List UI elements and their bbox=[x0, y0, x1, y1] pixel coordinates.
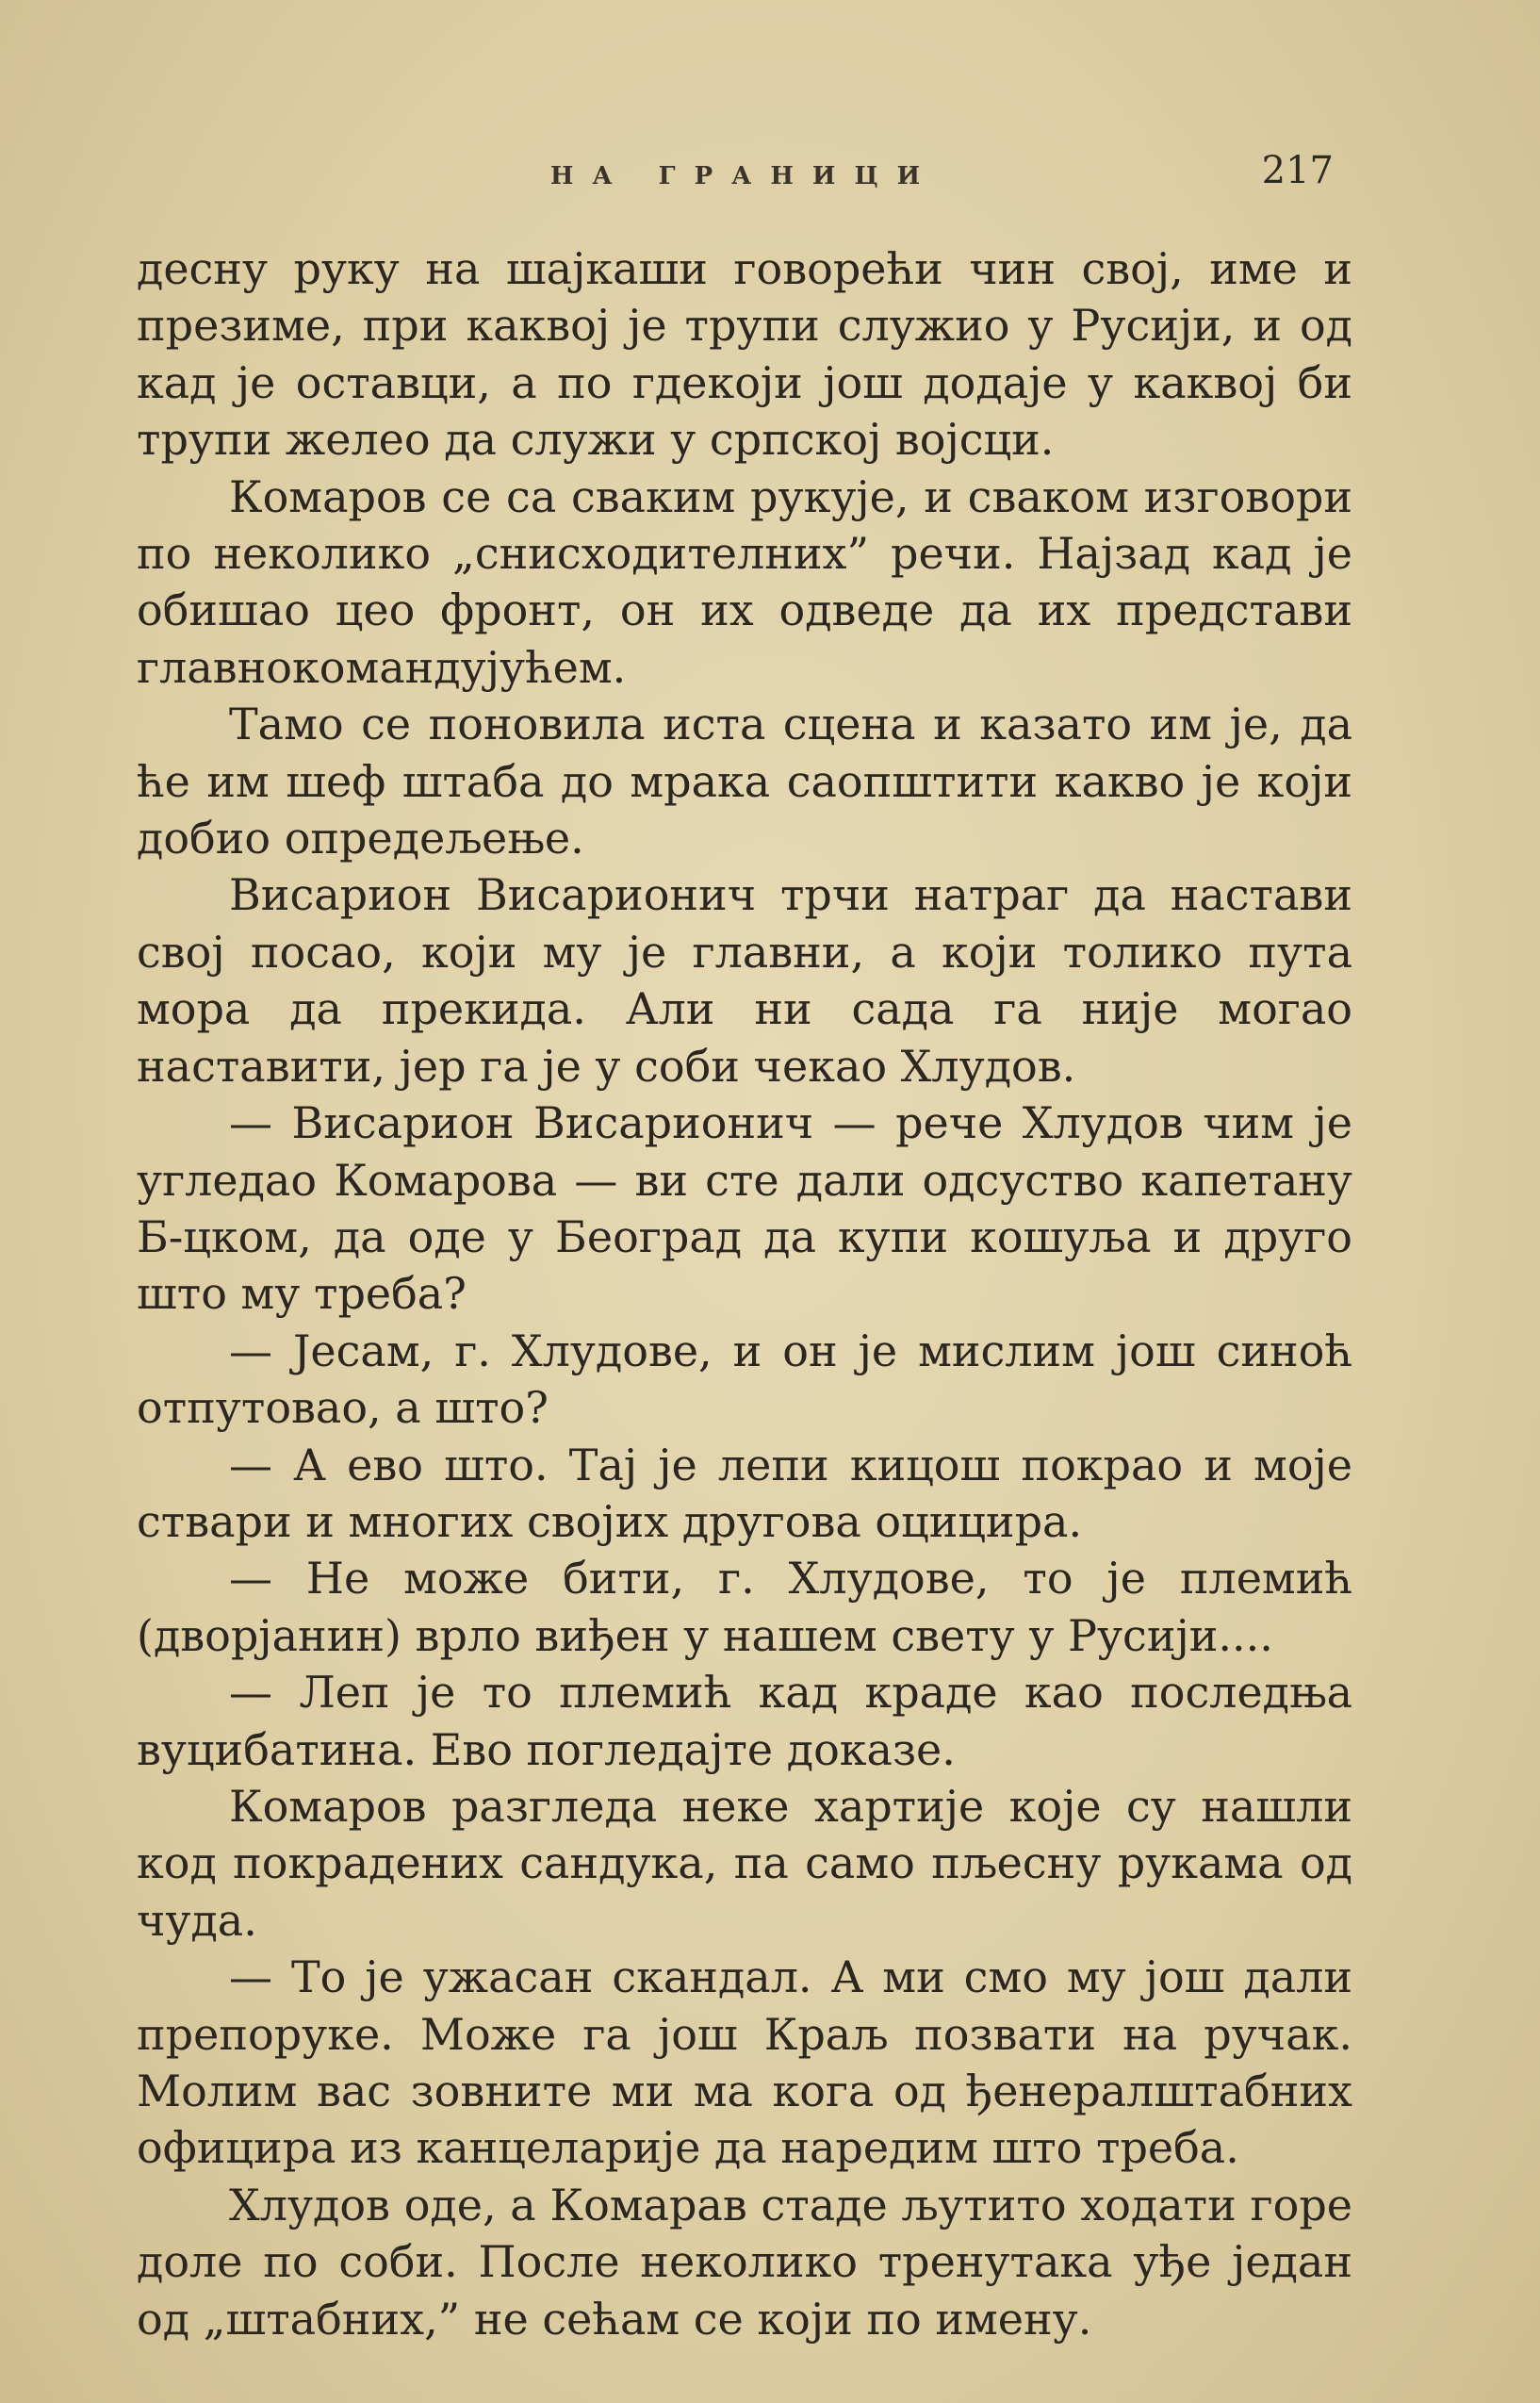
paragraph: десну руку на шајкаши говорећи чин свој, име и презиме, при каквој је трупи служио у Русији, и од кад је оставци, а по гдекоји још додаје у каквој би трупи желео да служи у српској војсци. bbox=[137, 243, 1352, 466]
paragraph: Комаров разгледа неке хартије које су нашли код покрадених сандука, па само пљесну рукама од чуда. bbox=[137, 1780, 1352, 1946]
page-header bbox=[137, 141, 1352, 198]
paragraph: Комаров се са сваким рукује, и сваком изговори по неколико „снисходителних” речи. Најзад кад је обишао цео фронт, он их одведе да их представи главнокомандујућем. bbox=[137, 470, 1352, 693]
paragraph: — Не може бити, г. Хлудове, то је племић (дворјанин) врло виђен у нашем свету у Русији.... bbox=[137, 1553, 1352, 1661]
paragraph: — Јесам, г. Хлудове, и он је мислим још синоћ отпутовао, а што? bbox=[137, 1325, 1352, 1434]
paragraph: — То је ужасан скандал. А ми смо му још дали препоруке. Може га још Краљ позвати на ручак. Молим вас зовните ми ма кога од ђенералштабних официра из канцеларије да наредим што треба. bbox=[137, 1951, 1352, 2174]
paragraph: Хлудов оде, а Комарав стаде љутито ходати горе доле по соби. После неколико тренутака уђе један од „штабних,” не сећам се који по имену. bbox=[137, 2179, 1352, 2345]
body-text bbox=[137, 240, 1352, 2347]
paragraph: — Леп је то племић кад краде као последња вуцибатина. Ево погледајте доказе. bbox=[137, 1667, 1352, 1775]
paragraph: — А ево што. Тај је лепи кицош покрао и моје ствари и многих својих другова оцицира. bbox=[137, 1439, 1352, 1547]
paragraph: — Висарион Висарионич — рече Хлудов чим је угледао Комарова — ви сте дали одсуство капетану Б-цком, да оде у Београд да купи кошуља и друго што му треба? bbox=[137, 1097, 1352, 1320]
paragraph: Висарион Висарионич трчи натраг да настави свој посао, који му је главни, а који толико пута мора да прекида. Али ни сада га није могао наставити, јер га је у соби чекао Хлудов. bbox=[137, 869, 1352, 1092]
page-number: 217 bbox=[1261, 149, 1334, 192]
running-title: НА ГРАНИЦИ bbox=[549, 162, 940, 190]
paragraph: Тамо се поновила иста сцена и казато им је, да ће им шеф штаба до мрака саопштити какво је који добио опредељење. bbox=[137, 699, 1352, 864]
